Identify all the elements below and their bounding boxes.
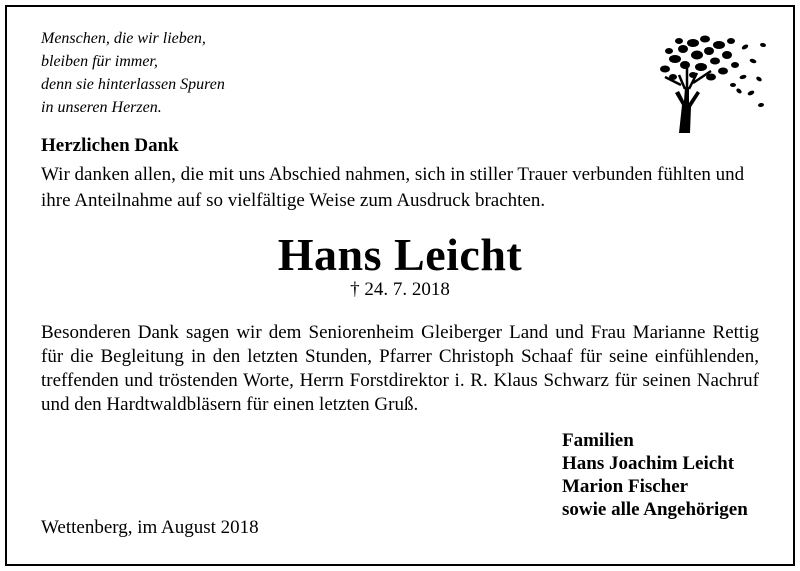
death-date: † 24. 7. 2018 — [350, 279, 450, 300]
place-date: Wettenberg, im August 2018 — [41, 517, 259, 538]
thanks-text: Besonderen Dank sagen wir dem Seniorenheim Gleiberger Land und Frau Marianne Rettig für die Begleitung in den letzten Stunden, Pfarrer Christoph Schaaf für seine einfühlenden, treffenden und tröstenden Worte, Herrn Forstdirektor i. R. Klaus Schwarz für seinen Nachruf und den Hardtwaldbläsern für einen letzten Gruß. — [41, 322, 759, 415]
tree-icon — [635, 27, 771, 135]
signer-line: Hans Joachim Leicht — [562, 453, 735, 474]
signers — [562, 429, 748, 521]
poem-line: bleiben für immer, — [41, 53, 158, 70]
signer-line: Marion Fischer — [562, 476, 689, 497]
deceased-name: Hans Leicht — [277, 229, 523, 280]
poem-line: denn sie hinterlassen Spuren — [41, 76, 225, 93]
poem-line: Menschen, die wir lieben, — [41, 30, 206, 47]
poem — [41, 27, 225, 119]
intro-text: Wir danken allen, die mit uns Abschied nahmen, sich in stiller Trauer verbunden fühlten und ihre Anteilnahme auf so vielfältige Weise zum Ausdruck brachten. — [41, 164, 745, 211]
signer-line: sowie alle Angehörigen — [562, 499, 748, 520]
signer-line: Familien — [562, 430, 634, 451]
obituary-card — [5, 5, 795, 566]
heading: Herzlichen Dank — [41, 135, 179, 156]
poem-line: in unseren Herzen. — [41, 99, 162, 116]
